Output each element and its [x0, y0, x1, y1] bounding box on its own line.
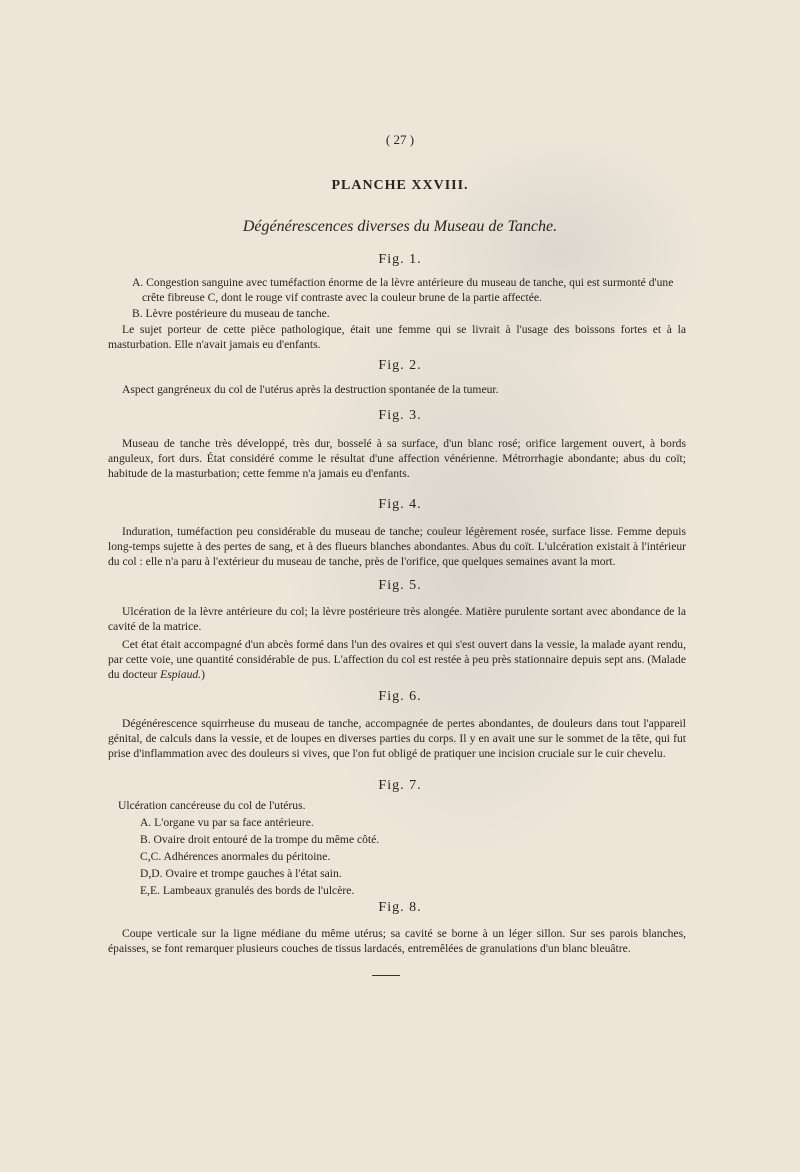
fig3-text: Museau de tanche très développé, très dur, bosselé à sa surface, d'un blanc rosé; orifice largement ouvert, à bords anguleux, fort durs. État considéré comme le résultat d'une affection vénérienne. Métrorrhagie abondante; abus du coït; habitude de la masturbation; cette femme n'a jamais eu d'enfants.	[108, 437, 686, 480]
fig7-item-b: B. Ovaire droit entouré de la trompe du même côté.	[140, 833, 380, 846]
fig7-heading: Fig. 7.	[378, 778, 422, 793]
fig5-heading: Fig. 5.	[378, 578, 422, 593]
closing-rule	[372, 975, 400, 976]
fig7-item-a: A. L'organe vu par sa face antérieure.	[140, 816, 314, 829]
fig5-text2	[108, 637, 686, 682]
fig4-text: Induration, tuméfaction peu considérable du museau de tanche; couleur légèrement rosée, surface lisse. Femme depuis long-temps sujette à des pertes de sang, et à des flueurs blanches abondantes. Abus du coït. L'ulcération existait à l'intérieur du col : elle n'a paru à l'extérieur du museau de tanche, près de l'orifice, que quelques semaines avant la mort.	[108, 525, 686, 568]
fig6-text: Dégénérescence squirrheuse du museau de tanche, accompagnée de pertes abondantes, de douleurs dans tout l'appareil génital, de calculs dans la vessie, et de loupes en diverses parties du corps. Il y en avait une sur le sommet de la tête, qui fut prise d'inflammation avec des douleurs si vives, que l'on fut obligé de pratiquer une incision cruciale sur le cuir chevelu.	[108, 717, 686, 760]
fig1-item-b: B. Lèvre postérieure du museau de tanche.	[132, 307, 330, 320]
fig5-doctor-name: Espiaud.	[160, 668, 202, 681]
fig3-heading: Fig. 3.	[378, 408, 422, 423]
fig7-item-d: D,D. Ovaire et trompe gauches à l'état sain.	[140, 867, 342, 880]
fig5-text2-body: Cet état était accompagné d'un abcès formé dans l'un des ovaires et qui s'est ouvert dans la vessie, la malade ayant rendu, par cette voie, une quantité considérable de pus. L'affection du col est restée à peu près stationnaire depuis sept ans. (Malade du docteur	[108, 638, 686, 681]
plate-title: PLANCHE XXVIII.	[331, 178, 469, 193]
plate-subtitle: Dégénérescences diverses du Museau de Tanche.	[242, 218, 558, 235]
fig2-heading: Fig. 2.	[378, 358, 422, 373]
fig7-item-c: C,C. Adhérences anormales du péritoine.	[140, 850, 331, 863]
fig7-item-e: E,E. Lambeaux granulés des bords de l'ulcère.	[140, 884, 355, 897]
page-number: ( 27 )	[385, 132, 415, 147]
fig5-close-paren: )	[201, 668, 205, 681]
fig1-heading: Fig. 1.	[378, 252, 422, 267]
fig2-text: Aspect gangréneux du col de l'utérus après la destruction spontanée de la tumeur.	[122, 383, 499, 396]
fig6-heading: Fig. 6.	[378, 689, 422, 704]
fig1-text: Le sujet porteur de cette pièce pathologique, était une femme qui se livrait à l'usage des boissons fortes et à la masturbation. Elle n'avait jamais eu d'enfants.	[108, 323, 686, 351]
fig1-item-a: A. Congestion sanguine avec tuméfaction énorme de la lèvre antérieure du museau de tanche, qui est surmonté d'une crête fibreuse C, dont le rouge vif contraste avec la couleur brune de la partie affectée.	[132, 276, 674, 304]
fig4-heading: Fig. 4.	[378, 497, 422, 512]
fig7-intro: Ulcération cancéreuse du col de l'utérus.	[118, 799, 306, 812]
fig8-text: Coupe verticale sur la ligne médiane du même utérus; sa cavité se borne à un léger sillon. Sur ses parois blanches, épaisses, se font remarquer plusieurs couches de tissus lardacés, entremêlées de granulations d'un blanc bleuâtre.	[108, 927, 686, 955]
fig5-text1: Ulcération de la lèvre antérieure du col; la lèvre postérieure très alongée. Matière purulente sortant avec abondance de la cavité de la matrice.	[108, 605, 686, 633]
fig8-heading: Fig. 8.	[378, 900, 422, 915]
